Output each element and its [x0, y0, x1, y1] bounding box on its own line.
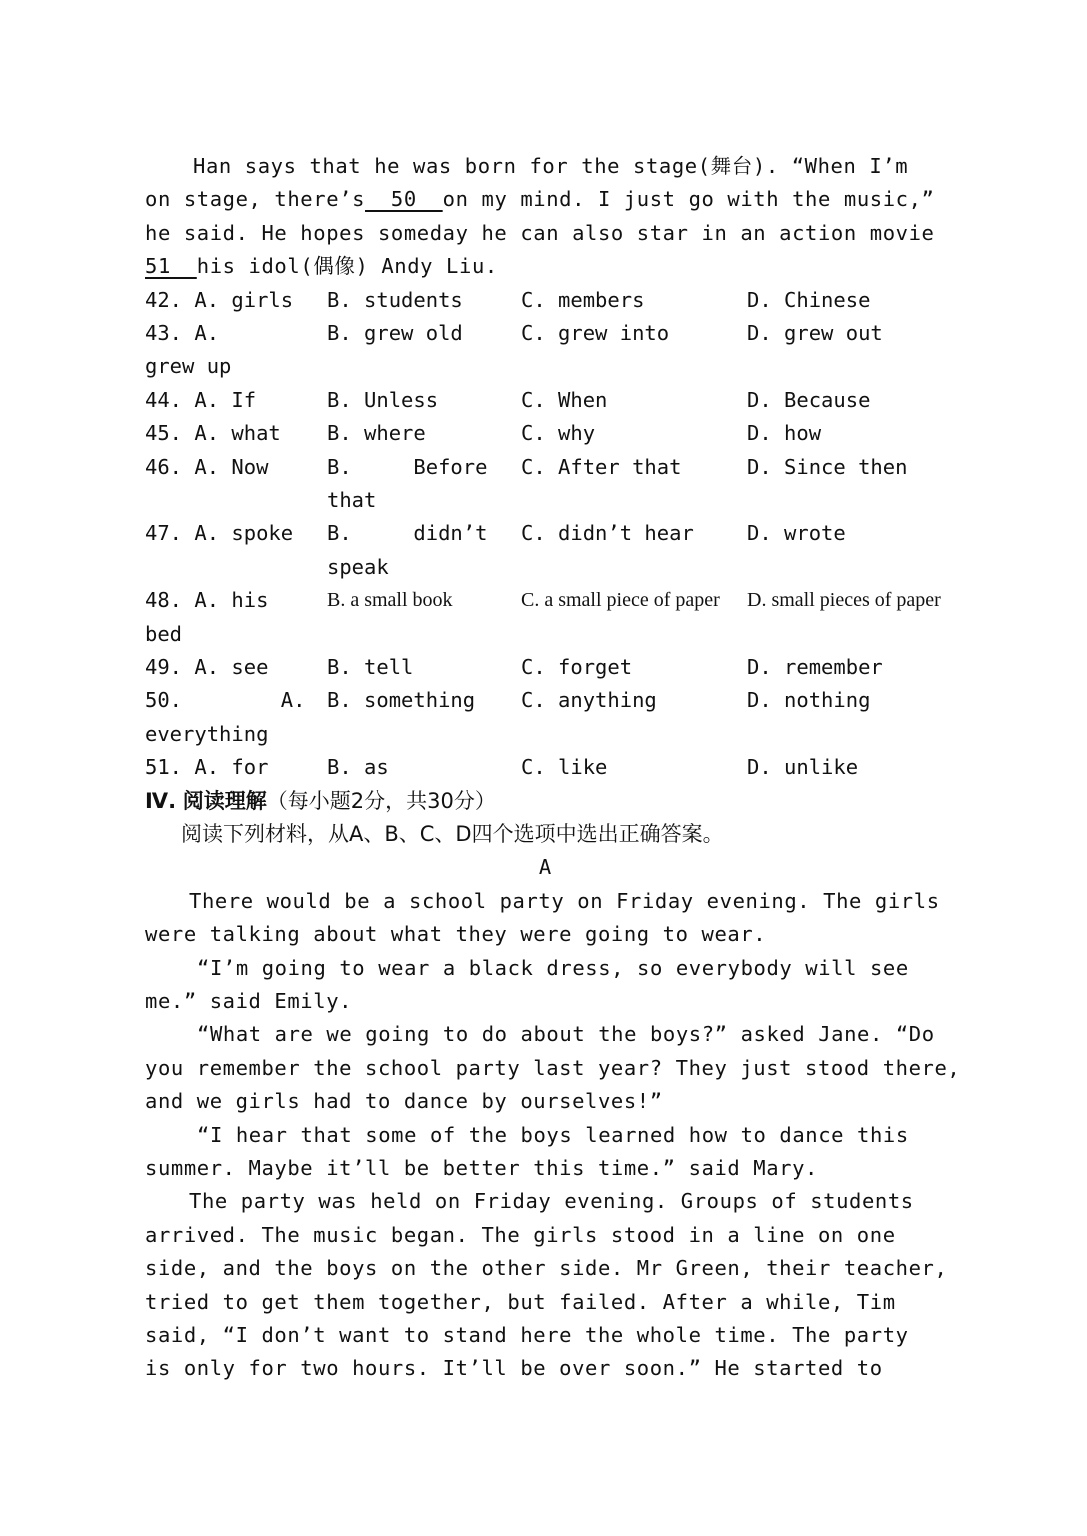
option-a: 50. A. everything: [145, 688, 318, 746]
option-b: B. where: [327, 421, 426, 446]
passage-line: me.” said Emily.: [145, 989, 353, 1013]
option-a: 42. A. girls: [145, 287, 294, 312]
section-title: 阅读理解: [182, 788, 267, 813]
option-d: D. small pieces of paper: [747, 589, 941, 612]
option-d: D. nothing: [747, 688, 871, 713]
option-a: 47. A. spoke: [145, 521, 294, 546]
option-b: B. something: [327, 688, 476, 713]
passage-line: The party was held on Friday evening. Groups of students: [189, 1189, 914, 1214]
passage-line: summer. Maybe it’ll be better this time.” said Mary.: [145, 1155, 818, 1180]
passage-line: “I’m going to wear a black dress, so everybody will see: [197, 955, 909, 980]
passage-a: [145, 885, 961, 1386]
question-row: [145, 417, 945, 450]
blank-51: 51: [145, 254, 197, 279]
option-b: B. didn’t speak: [327, 521, 500, 579]
option-d: D. unlike: [747, 755, 859, 780]
question-row: [145, 584, 945, 651]
section-points: （每小题2分，共30分）: [266, 788, 496, 813]
option-a: 46. A. Now: [145, 454, 269, 479]
question-row: [145, 651, 945, 684]
option-a: 48. A. his bed: [145, 588, 269, 646]
option-b: B. Unless: [327, 387, 439, 412]
option-c: C. why: [521, 421, 596, 446]
option-b: B. tell: [327, 655, 414, 680]
option-d: D. Since then: [747, 454, 908, 479]
option-d: D. grew out: [747, 320, 883, 345]
passage-line: side, and the boys on the other side. Mr Green, their teacher,: [145, 1256, 948, 1281]
option-d: D. how: [747, 421, 822, 446]
option-c: C. grew into: [521, 320, 670, 345]
option-a: 51. A. for: [145, 755, 269, 780]
passage-line: There would be a school party on Friday evening. The girls: [189, 888, 940, 913]
option-a: 43. A. grew up: [145, 320, 232, 379]
passage-label: A: [538, 855, 552, 880]
section-number: Ⅳ.: [145, 788, 177, 813]
option-c: C. anything: [521, 688, 657, 713]
option-b: B. a small book: [327, 589, 453, 612]
passage-line: tried to get them together, but failed. After a while, Tim: [145, 1289, 896, 1314]
passage-line: Han says that he was born for the stage(舞台). “When I’m: [193, 154, 909, 178]
passage-line: he said. He hopes someday he can also star in an action movie: [145, 220, 935, 245]
section-heading: [145, 785, 945, 818]
option-c: C. After that: [521, 454, 682, 479]
option-c: C. like: [521, 755, 608, 780]
option-a: 45. A. what: [145, 421, 281, 446]
question-row: [145, 284, 945, 317]
exam-page: [145, 150, 961, 1386]
section-instruction: 阅读下列材料，从A、B、C、D四个选项中选出正确答案。: [181, 822, 724, 847]
option-d: D. remember: [747, 655, 883, 680]
blank-50: 50: [365, 187, 443, 212]
passage-line: on stage, there’s 50 on my mind. I just go with the music,”: [145, 187, 935, 212]
passage-line: you remember the school party last year? They just stood there,: [145, 1055, 961, 1080]
option-b: B. Before that: [327, 454, 500, 512]
option-b: B. as: [327, 755, 389, 780]
option-a: 44. A. If: [145, 387, 257, 412]
option-d: D. Because: [747, 387, 871, 412]
passage-line: “I hear that some of the boys learned how to dance this: [197, 1122, 909, 1147]
question-row: [145, 384, 945, 417]
question-row: [145, 751, 945, 784]
option-d: D. wrote: [747, 521, 846, 546]
question-row: [145, 517, 945, 584]
option-c: C. didn’t hear: [521, 521, 694, 546]
passage-line: 51 his idol(偶像) Andy Liu.: [145, 254, 498, 279]
option-a: 49. A. see: [145, 655, 269, 680]
option-c: C. When: [521, 387, 608, 412]
question-row: [145, 451, 945, 518]
option-c: C. forget: [521, 655, 633, 680]
passage-line: said, “I don’t want to stand here the whole time. The party: [145, 1322, 909, 1347]
passage-line: were talking about what they were going to wear.: [145, 922, 767, 947]
passage-line: arrived. The music began. The girls stood in a line on one: [145, 1222, 896, 1247]
passage-line: and we girls had to dance by ourselves!”: [145, 1089, 663, 1114]
question-row: [145, 684, 945, 751]
passage-line: is only for two hours. It’ll be over soon.” He started to: [145, 1356, 883, 1381]
option-c: C. members: [521, 287, 645, 312]
option-d: D. Chinese: [747, 287, 871, 312]
question-row: [145, 317, 945, 384]
passage-line: “What are we going to do about the boys?” asked Jane. “Do: [197, 1022, 935, 1047]
option-b: B. grew old: [327, 320, 463, 345]
option-c: C. a small piece of paper: [521, 589, 720, 612]
option-b: B. students: [327, 287, 463, 312]
